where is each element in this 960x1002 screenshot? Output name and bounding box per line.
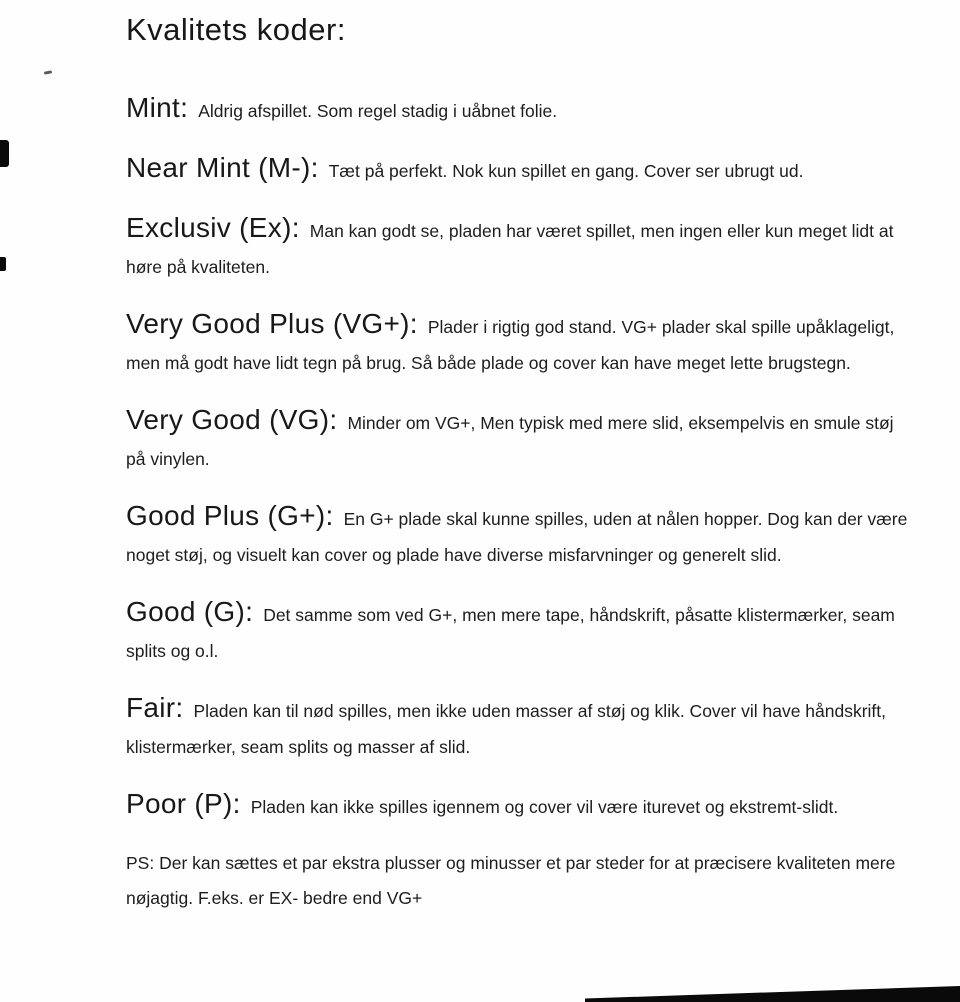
- grade-entry-very-good-plus: [126, 306, 908, 381]
- grade-entry-good: [126, 594, 908, 669]
- scan-artifact-left-mark-small: [0, 257, 6, 271]
- scan-artifact-bottom-edge: [585, 986, 960, 1002]
- grade-entry-exclusiv: [126, 210, 908, 285]
- grade-description: Man kan godt se, pladen har været spillet, men ingen eller kun meget lidt at høre på kvaliteten.: [126, 221, 894, 277]
- grade-description: Tæt på perfekt. Nok kun spillet en gang. Cover ser ubrugt ud.: [328, 161, 804, 181]
- grade-entry-good-plus: [126, 498, 908, 573]
- grade-entry-fair: [126, 690, 908, 765]
- grade-description: Pladen kan til nød spilles, men ikke uden masser af støj og klik. Cover vil have håndskrift, klistermærker, seam splits og masser af slid.: [126, 701, 887, 757]
- grade-description: Det samme som ved G+, men mere tape, håndskrift, påsatte klistermærker, seam splits og o.l.: [126, 605, 895, 661]
- grade-term: Very Good (VG):: [126, 404, 338, 435]
- grade-entry-mint: [126, 90, 908, 129]
- grade-term: Good (G):: [126, 596, 254, 627]
- scan-artifact-left-mark: [0, 140, 9, 167]
- ps-note: PS: Der kan sættes et par ekstra plusser og minusser et par steder for at præcisere kvaliteten mere nøjagtig. F.eks. er EX- bedre end VG+: [126, 853, 896, 908]
- grade-description: Plader i rigtig god stand. VG+ plader skal spille upåklageligt, men må godt have lidt tegn på brug. Så både plade og cover kan have meget lette brugstegn.: [126, 317, 895, 373]
- grade-term: Poor (P):: [126, 788, 241, 819]
- grade-description: Aldrig afspillet. Som regel stadig i uåbnet folie.: [198, 101, 558, 121]
- grade-entry-poor: [126, 786, 908, 825]
- grade-term: Mint:: [126, 92, 189, 123]
- grade-term: Exclusiv (Ex):: [126, 212, 300, 243]
- grade-term: Very Good Plus (VG+):: [126, 308, 418, 339]
- grade-description: En G+ plade skal kunne spilles, uden at nålen hopper. Dog kan der være noget støj, og visuelt kan cover og plade have diverse misfarvninger og generelt slid.: [126, 509, 908, 565]
- grade-description: Minder om VG+, Men typisk med mere slid, eksempelvis en smule støj på vinylen.: [126, 413, 894, 469]
- grade-description: Pladen kan ikke spilles igennem og cover vil være iturevet og ekstremt-slidt.: [250, 797, 839, 817]
- grade-entry-near-mint: [126, 150, 908, 189]
- grade-entry-very-good: [126, 402, 908, 477]
- grade-term: Good Plus (G+):: [126, 500, 334, 531]
- grade-term: Fair:: [126, 692, 184, 723]
- grade-term: Near Mint (M-):: [126, 152, 319, 183]
- page-title: Kvalitets koder:: [126, 12, 346, 47]
